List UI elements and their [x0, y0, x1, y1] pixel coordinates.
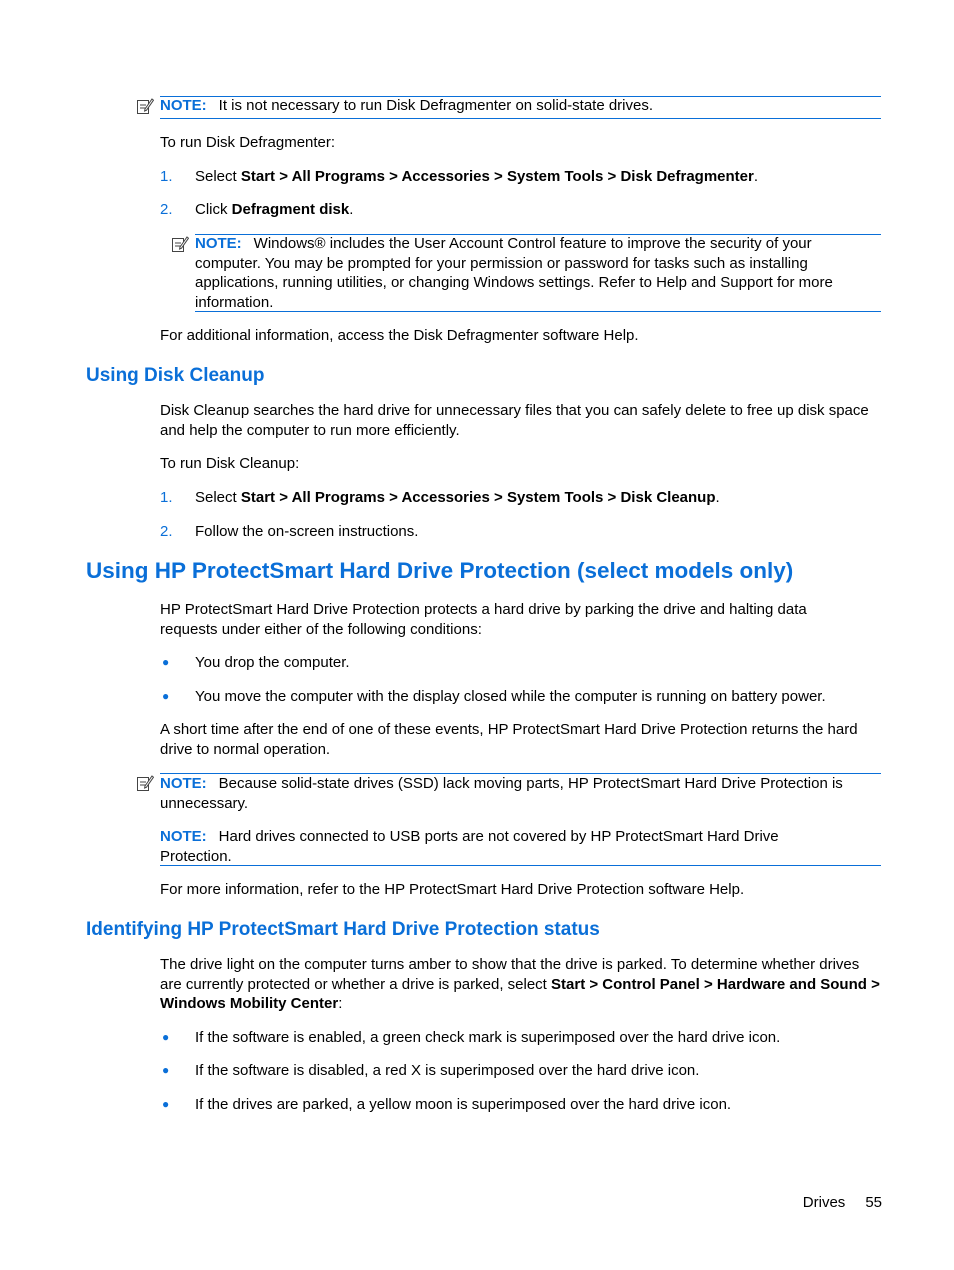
heading-protectsmart: Using HP ProtectSmart Hard Drive Protection (select models only) — [86, 558, 794, 583]
note-text: It is not necessary to run Disk Defragmenter on solid-state drives. — [218, 97, 654, 114]
protect-more: For more information, refer to the HP ProtectSmart Hard Drive Protection software Help. — [160, 881, 745, 898]
bullet-text: If the software is disabled, a red X is superimposed over the hard drive icon. — [195, 1062, 700, 1079]
step-text-post: . — [753, 168, 759, 185]
status-desc — [160, 955, 882, 1014]
bullet-icon: ● — [162, 689, 170, 703]
note-text: Because solid-state drives (SSD) lack moving parts, HP ProtectSmart Hard Drive Protection is unnecessary. — [160, 775, 843, 812]
note-label: NOTE: — [195, 235, 242, 252]
note-rule-bottom — [195, 311, 881, 312]
note-1 — [160, 96, 882, 116]
note-pencil-icon — [171, 235, 189, 253]
step-button-name: Defragment disk — [231, 201, 350, 218]
protect-bullet-1 — [0, 653, 954, 673]
note-rule-bottom — [160, 118, 881, 119]
cleanup-step-2 — [0, 522, 954, 542]
bullet-text: If the software is enabled, a green check mark is superimposed over the hard drive icon. — [195, 1029, 781, 1046]
bullet-icon: ● — [162, 1063, 170, 1077]
cleanup-desc: Disk Cleanup searches the hard drive for unnecessary files that you can safely delete to free up disk space and help the computer to run more efficiently. — [160, 402, 869, 439]
status-menu-path: Start > Control Panel > Hardware and Sound > Windows Mobility Center — [160, 975, 880, 1012]
step-text: Follow the on-screen instructions. — [195, 523, 419, 540]
step-text-pre: Select — [195, 489, 241, 506]
protect-note-2 — [160, 827, 840, 866]
step-text — [195, 488, 885, 508]
cleanup-step-1 — [0, 488, 954, 508]
defrag-step-2 — [0, 200, 954, 220]
protect-note-1 — [160, 774, 882, 813]
step-menu-path: Start > All Programs > Accessories > System Tools > Disk Cleanup — [240, 489, 716, 506]
step-text-post: . — [715, 489, 720, 506]
status-bullet-3 — [0, 1095, 954, 1115]
protect-bullet-2 — [0, 687, 954, 707]
step-number: 2. — [160, 523, 173, 540]
step-text-post: . — [349, 201, 354, 218]
step-text — [195, 167, 885, 187]
page-footer — [803, 1193, 882, 1213]
note-pencil-icon — [136, 97, 154, 115]
heading-disk-cleanup: Using Disk Cleanup — [86, 365, 265, 386]
bullet-text: You move the computer with the display closed while the computer is running on battery power. — [195, 688, 826, 705]
defrag-step-1 — [0, 167, 954, 187]
note-label: NOTE: — [160, 775, 207, 792]
protect-after: A short time after the end of one of these events, HP ProtectSmart Hard Drive Protection returns the hard drive to normal operation. — [160, 721, 858, 758]
note-text: Windows® includes the User Account Control feature to improve the security of your computer. You may be prompted for your permission or password for tasks such as installing applications, running utilities, or changing Windows settings. Refer to Help and Support for more information. — [195, 235, 833, 311]
heading-protection-status: Identifying HP ProtectSmart Hard Drive Protection status — [86, 919, 600, 940]
status-desc-pre: The drive light on the computer turns amber to show that the drive is parked. To determine whether drives are currently protected or whether a drive is parked, select — [160, 956, 860, 993]
bullet-text: You drop the computer. — [195, 654, 350, 671]
step-number: 1. — [160, 489, 173, 506]
note-pencil-icon — [136, 774, 154, 792]
status-bullet-1 — [0, 1028, 954, 1048]
status-desc-post: : — [338, 995, 343, 1012]
note-label: NOTE: — [160, 97, 207, 114]
step-menu-path: Start > All Programs > Accessories > System Tools > Disk Defragmenter — [240, 168, 754, 185]
step-text — [195, 200, 885, 220]
note-rule-bottom — [160, 865, 881, 866]
step-text-pre: Click — [195, 201, 232, 218]
bullet-icon: ● — [162, 655, 170, 669]
protect-desc: HP ProtectSmart Hard Drive Protection protects a hard drive by parking the drive and halting data requests under either of the following conditions: — [160, 601, 807, 638]
bullet-icon: ● — [162, 1097, 170, 1111]
bullet-icon: ● — [162, 1030, 170, 1044]
bullet-text: If the drives are parked, a yellow moon is superimposed over the hard drive icon. — [195, 1096, 732, 1113]
defrag-additional: For additional information, access the Disk Defragmenter software Help. — [160, 327, 639, 344]
note-label: NOTE: — [160, 828, 207, 845]
step-number: 2. — [160, 201, 173, 218]
step-number: 1. — [160, 168, 173, 185]
defrag-intro: To run Disk Defragmenter: — [160, 134, 336, 151]
footer-section: Drives — [802, 1194, 846, 1211]
step-text-pre: Select — [195, 168, 241, 185]
note-text: Hard drives connected to USB ports are not covered by HP ProtectSmart Hard Drive Protection. — [160, 828, 779, 865]
footer-page-number: 55 — [865, 1194, 882, 1211]
status-bullet-2 — [0, 1061, 954, 1081]
defrag-note — [195, 234, 881, 312]
cleanup-intro: To run Disk Cleanup: — [160, 455, 300, 472]
